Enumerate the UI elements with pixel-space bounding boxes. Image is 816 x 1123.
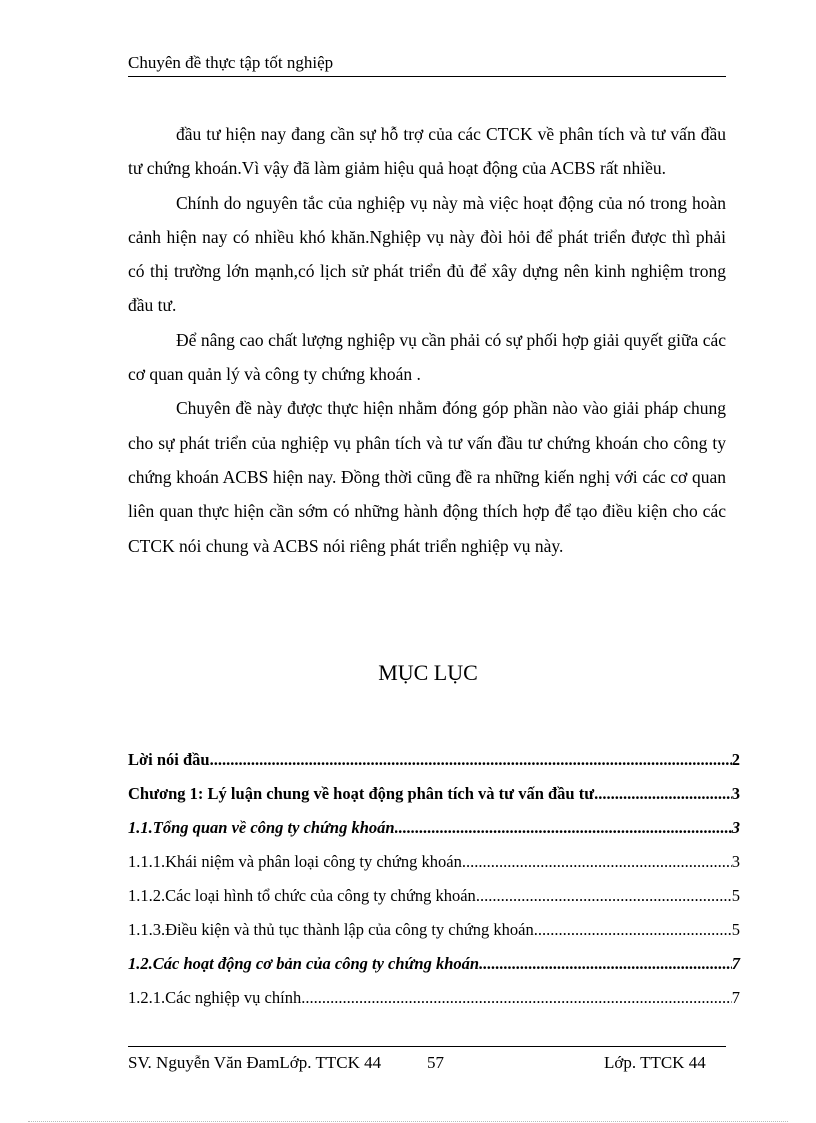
toc-title: MỤC LỤC [378, 660, 478, 685]
toc-entry-label: 1.2.Các hoạt động cơ bản của công ty chứng khoán [128, 954, 480, 973]
header-title: Chuyên đề thực tập tốt nghiệp [128, 53, 334, 72]
toc-entry-label: 1.1.3.Điều kiện và thủ tục thành lập của công ty chứng khoán [128, 920, 534, 939]
toc-entry-page: 7 [731, 988, 740, 1007]
toc-entry-page: 5 [731, 920, 740, 939]
toc-entry-page: 5 [731, 886, 740, 905]
body-text [128, 117, 726, 563]
toc-leader-dots [462, 852, 732, 872]
toc-entry[interactable] [128, 818, 740, 852]
footer-class: Lớp. TTCK 44 [604, 1053, 706, 1072]
toc-entry[interactable] [128, 784, 740, 818]
toc-entry[interactable] [128, 954, 740, 988]
table-of-contents [128, 750, 740, 1022]
toc-leader-dots [301, 988, 732, 1008]
toc-leader-dots [476, 886, 732, 906]
toc-entry-label: Lời nói đầu [128, 750, 210, 769]
toc-entry-label: 1.2.1.Các nghiệp vụ chính [128, 988, 302, 1007]
paragraph: Để nâng cao chất lượng nghiệp vụ cần phải có sự phối hợp giải quyết giữa các cơ quan quản lý và công ty chứng khoán . [128, 329, 726, 385]
toc-entry-label: 1.1.1.Khái niệm và phân loại công ty chứng khoán [128, 852, 462, 871]
toc-entry-page: 3 [731, 852, 740, 871]
toc-entry-page: 3 [731, 784, 740, 803]
paragraph: Chính do nguyên tắc của nghiệp vụ này mà việc hoạt động của nó trong hoàn cảnh hiện nay có nhiều khó khăn.Nghiệp vụ này đòi hỏi để phát triển được thì phải có thị trường lớn mạnh,có lịch sử phát triển đủ để xây dựng nên kinh nghiệm trong đầu tư. [128, 192, 726, 316]
footer-author: SV. Nguyễn Văn ĐamLớp. TTCK 44 [128, 1053, 382, 1072]
toc-entry-page: 3 [731, 818, 740, 837]
toc-entry-page: 7 [731, 954, 740, 973]
toc-leader-dots [534, 920, 732, 940]
paragraph: Chuyên đề này được thực hiện nhằm đóng góp phần nào vào giải pháp chung cho sự phát triển của nghiệp vụ phân tích và tư vấn đầu tư chứng khoán cho công ty chứng khoán ACBS hiện nay. Đồng thời cũng đề ra những kiến nghị với các cơ quan liên quan thực hiện cần sớm có những hành động thích hợp để tạo điều kiện cho các CTCK nói chung và ACBS nói riêng phát triển nghiệp vụ này. [128, 398, 726, 556]
toc-entry[interactable] [128, 920, 740, 954]
page-header [128, 52, 726, 77]
toc-entry-label: 1.1.2.Các loại hình tổ chức của công ty chứng khoán [128, 886, 476, 905]
page-bottom-divider [28, 1121, 788, 1122]
toc-entry[interactable] [128, 988, 740, 1022]
toc-entry[interactable] [128, 886, 740, 920]
toc-leader-dots [210, 750, 732, 770]
toc-leader-dots [594, 784, 732, 804]
toc-entry-label: Chương 1: Lý luận chung về hoạt động phân tích và tư vấn đầu tư [128, 784, 595, 803]
toc-entry[interactable] [128, 852, 740, 886]
toc-leader-dots [479, 954, 732, 974]
toc-leader-dots [395, 818, 732, 838]
toc-entry-label: 1.1.Tổng quan về công ty chứng khoán [128, 818, 395, 837]
paragraph: đầu tư hiện nay đang cần sự hỗ trợ của các CTCK về phân tích và tư vấn đầu tư chứng khoán.Vì vậy đã làm giảm hiệu quả hoạt động của ACBS rất nhiều. [128, 124, 726, 179]
footer-page-number: 57 [427, 1053, 444, 1072]
toc-entry[interactable] [128, 750, 740, 784]
page-footer [128, 1046, 726, 1072]
toc-entry-page: 2 [731, 750, 740, 769]
